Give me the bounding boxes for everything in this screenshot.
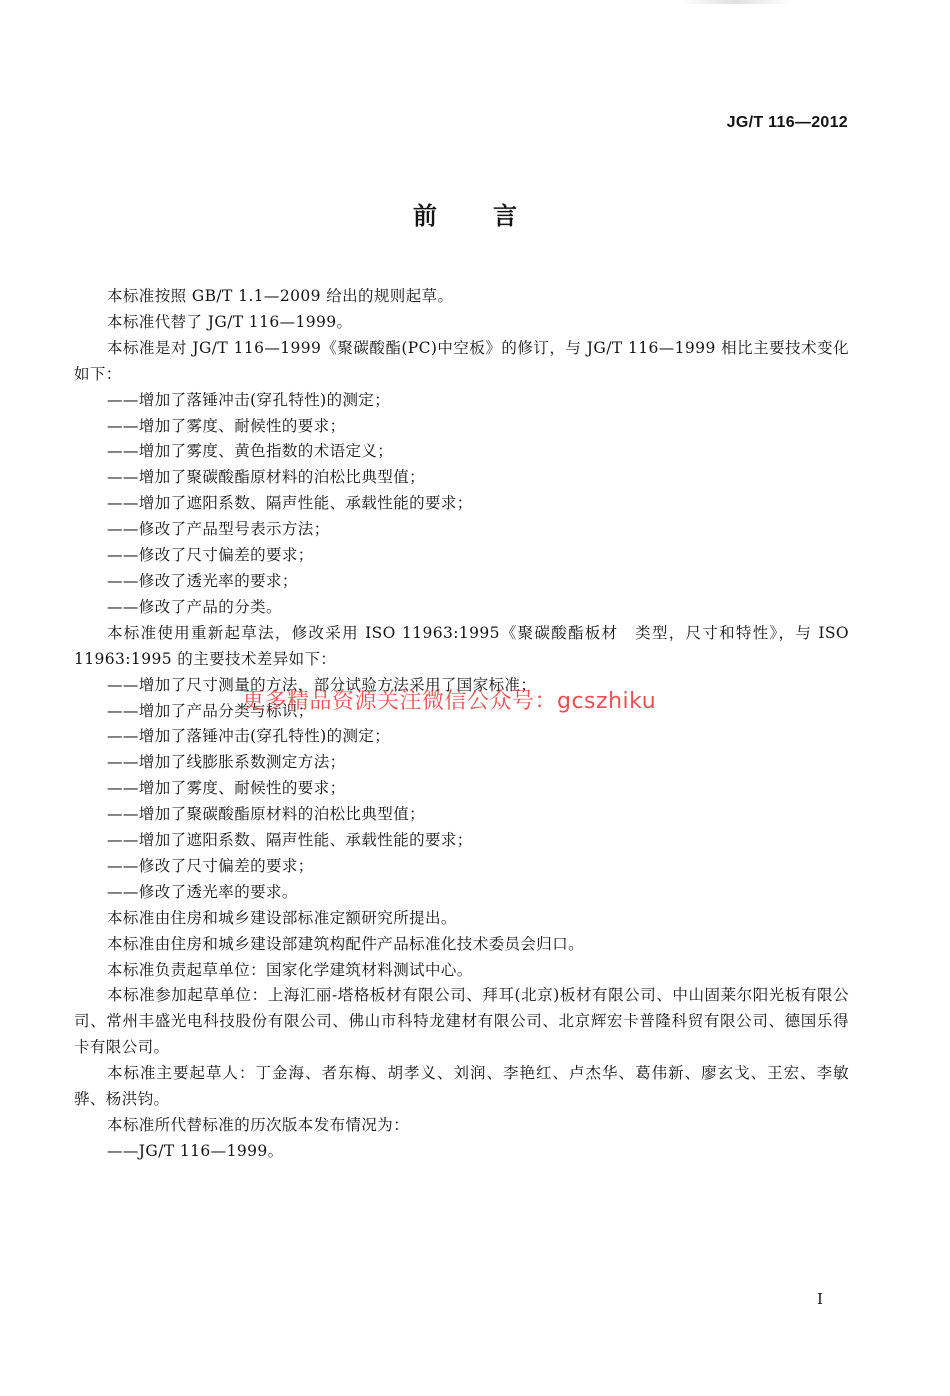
paragraph-version-history: 本标准所代替标准的历次版本发布情况为： — [107, 1116, 410, 1134]
watermark-text: 更多精品资源关注微信公众号：gcszhiku — [242, 689, 657, 714]
paragraph-main-drafters: 本标准主要起草人：丁金海、者东梅、胡孝义、刘润、李艳红、卢杰华、葛伟新、廖玄戈、王宏、李敏骅、杨洪钧。 — [74, 1064, 849, 1109]
list-item: ——增加了遮阳系数、隔声性能、承载性能的要求； — [107, 831, 473, 850]
version-history-list — [74, 1139, 849, 1165]
list-item: ——增加了落锤冲击(穿孔特性)的测定； — [107, 727, 391, 746]
paragraph-proposed-by: 本标准由住房和城乡建设部标准定额研究所提出。 — [107, 908, 457, 927]
paragraph-under-jurisdiction: 本标准由住房和城乡建设部建筑构配件产品标准化技术委员会归口。 — [107, 934, 585, 953]
list-item: ——修改了尺寸偏差的要求； — [107, 856, 314, 875]
paragraph-iso-adoption: 本标准使用重新起草法，修改采用 ISO 11963:1995《聚碳酸酯板材 类型，尺寸和特性》，与 ISO 11963:1995 的主要技术差异如下： — [74, 623, 849, 668]
paragraph-lead-drafter: 本标准负责起草单位：国家化学建筑材料测试中心。 — [107, 960, 473, 979]
page-title: 前言 — [413, 202, 573, 230]
list-item: ——修改了透光率的要求。 — [107, 882, 298, 901]
page-number: I — [817, 1290, 823, 1308]
list-item: ——增加了落锤冲击(穿孔特性)的测定； — [107, 390, 391, 409]
list-item: ——JG/T 116—1999。 — [107, 1141, 284, 1160]
foreword-body — [74, 284, 849, 1165]
list-item: ——增加了产品分类与标识； — [107, 701, 314, 720]
scan-artifact — [680, 0, 790, 4]
list-item: ——增加了尺寸测量的方法，部分试验方法采用了国家标准； — [107, 675, 537, 694]
list-item: ——增加了聚碳酸酯原材料的泊松比典型值； — [107, 805, 426, 824]
list-item: ——增加了遮阳系数、隔声性能、承载性能的要求； — [107, 494, 473, 513]
paragraph-drafting-rules: 本标准按照 GB/T 1.1—2009 给出的规则起草。 — [107, 287, 454, 305]
paragraph-replaces: 本标准代替了 JG/T 116—1999。 — [107, 312, 353, 331]
list-item: ——增加了雾度、耐候性的要求； — [107, 779, 346, 798]
list-item: ——增加了聚碳酸酯原材料的泊松比典型值； — [107, 468, 426, 487]
paragraph-participating-units: 本标准参加起草单位：上海汇丽-塔格板材有限公司、拜耳(北京)板材有限公司、中山固莱尔阳光板有限公司、常州丰盛光电科技股份有限公司、佛山市科特龙建材有限公司、北京辉宏卡普隆科贸有限公司、德国乐得卡有限公司。 — [74, 986, 849, 1057]
list-item: ——增加了雾度、黄色指数的术语定义； — [107, 442, 394, 461]
list-item: ——修改了产品的分类。 — [107, 597, 282, 616]
list-item: ——增加了线膨胀系数测定方法； — [107, 753, 346, 772]
standard-code: JG/T 116—2012 — [726, 114, 848, 131]
list-item: ——修改了产品型号表示方法； — [107, 520, 330, 539]
list-item: ——增加了雾度、耐候性的要求； — [107, 416, 346, 435]
revision-change-list — [74, 388, 849, 621]
paragraph-revision: 本标准是对 JG/T 116—1999《聚碳酸酯(PC)中空板》的修订，与 JG/T 116—1999 相比主要技术变化如下： — [74, 338, 849, 383]
list-item: ——修改了尺寸偏差的要求； — [107, 546, 314, 565]
list-item: ——修改了透光率的要求； — [107, 571, 298, 590]
